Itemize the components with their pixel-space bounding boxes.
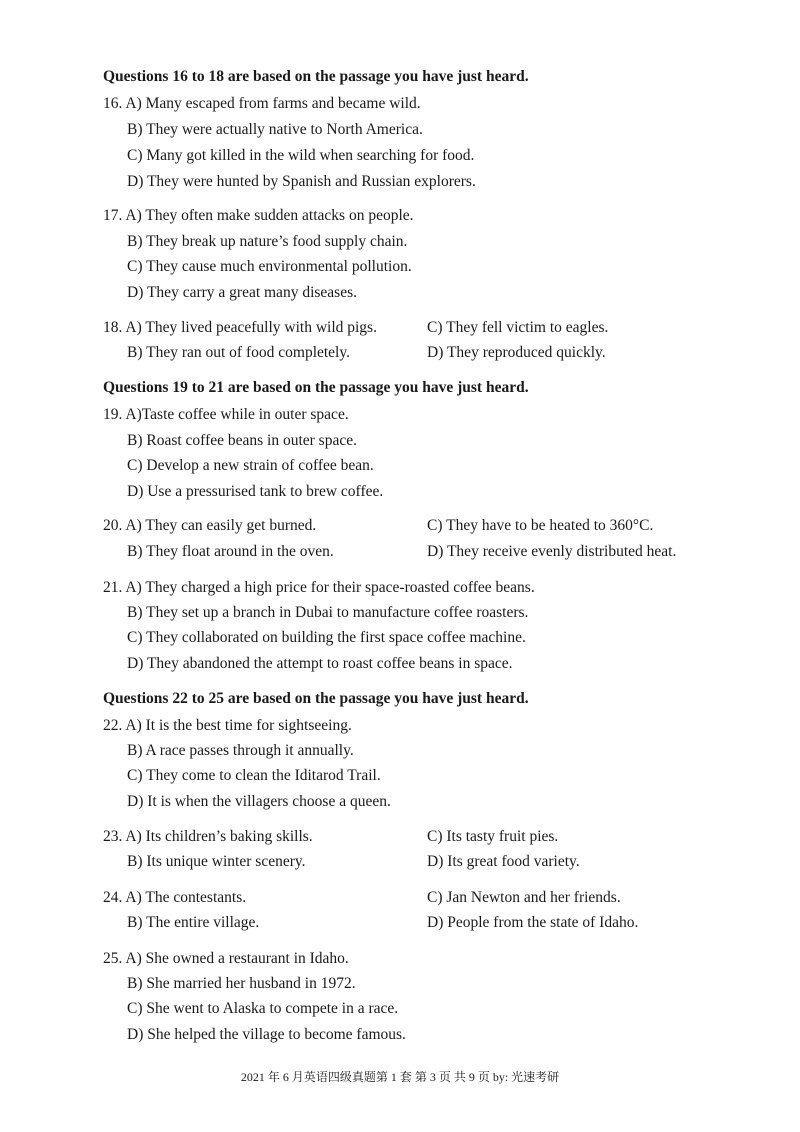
section-heading: Questions 19 to 21 are based on the passage you have just heard. xyxy=(103,379,529,396)
question-16-option-b: B) They were actually native to North America. xyxy=(127,121,423,138)
question-23-option-a: 23. A) Its children’s baking skills. xyxy=(103,828,313,845)
question-18-option-b: B) They ran out of food completely. xyxy=(127,344,350,361)
question-22-option-a: 22. A) It is the best time for sightseeing. xyxy=(103,717,352,734)
question-19-option-b: B) Roast coffee beans in outer space. xyxy=(127,432,357,449)
question-17-option-b: B) They break up nature’s food supply chain. xyxy=(127,233,408,250)
question-16-option-a: 16. A) Many escaped from farms and became wild. xyxy=(103,95,421,112)
question-16-option-d: D) They were hunted by Spanish and Russian explorers. xyxy=(127,173,476,190)
question-17-option-c: C) They cause much environmental pollution. xyxy=(127,258,412,275)
question-25-option-b: B) She married her husband in 1972. xyxy=(127,975,356,992)
question-22-option-b: B) A race passes through it annually. xyxy=(127,742,354,759)
question-19-option-d: D) Use a pressurised tank to brew coffee. xyxy=(127,483,384,500)
question-21-option-c: C) They collaborated on building the first space coffee machine. xyxy=(127,629,526,646)
question-20-option-c: C) They have to be heated to 360°C. xyxy=(427,517,654,534)
question-24-option-b: B) The entire village. xyxy=(127,914,260,931)
question-22-option-d: D) It is when the villagers choose a queen. xyxy=(127,793,391,810)
question-21-option-a: 21. A) They charged a high price for their space-roasted coffee beans. xyxy=(103,579,535,596)
question-25-option-c: C) She went to Alaska to compete in a race. xyxy=(127,1000,399,1017)
section-heading: Questions 22 to 25 are based on the passage you have just heard. xyxy=(103,690,529,707)
question-24-option-c: C) Jan Newton and her friends. xyxy=(427,889,621,906)
page-footer: 2021 年 6 月英语四级真题第 1 套 第 3 页 共 9 页 by: 光速考研 xyxy=(240,1070,560,1084)
question-19-option-a: 19. A)Taste coffee while in outer space. xyxy=(103,406,349,423)
question-20-option-d: D) They receive evenly distributed heat. xyxy=(427,543,677,560)
question-21-option-d: D) They abandoned the attempt to roast coffee beans in space. xyxy=(127,655,513,672)
question-24-option-a: 24. A) The contestants. xyxy=(103,889,247,906)
question-17-option-d: D) They carry a great many diseases. xyxy=(127,284,357,301)
question-20-option-b: B) They float around in the oven. xyxy=(127,543,334,560)
question-18-option-c: C) They fell victim to eagles. xyxy=(427,319,609,336)
question-22-option-c: C) They come to clean the Iditarod Trail. xyxy=(127,767,381,784)
section-heading: Questions 16 to 18 are based on the passage you have just heard. xyxy=(103,68,529,85)
question-18-option-d: D) They reproduced quickly. xyxy=(427,344,606,361)
question-17-option-a: 17. A) They often make sudden attacks on people. xyxy=(103,207,414,224)
question-25-option-d: D) She helped the village to become famous. xyxy=(127,1026,406,1043)
question-24-option-d: D) People from the state of Idaho. xyxy=(427,914,639,931)
question-20-option-a: 20. A) They can easily get burned. xyxy=(103,517,317,534)
question-23-option-b: B) Its unique winter scenery. xyxy=(127,853,306,870)
question-25-option-a: 25. A) She owned a restaurant in Idaho. xyxy=(103,950,349,967)
question-18-option-a: 18. A) They lived peacefully with wild pigs. xyxy=(103,319,377,336)
question-19-option-c: C) Develop a new strain of coffee bean. xyxy=(127,457,374,474)
question-21-option-b: B) They set up a branch in Dubai to manufacture coffee roasters. xyxy=(127,604,529,621)
question-23-option-c: C) Its tasty fruit pies. xyxy=(427,828,559,845)
question-23-option-d: D) Its great food variety. xyxy=(427,853,580,870)
question-16-option-c: C) Many got killed in the wild when searching for food. xyxy=(127,147,475,164)
